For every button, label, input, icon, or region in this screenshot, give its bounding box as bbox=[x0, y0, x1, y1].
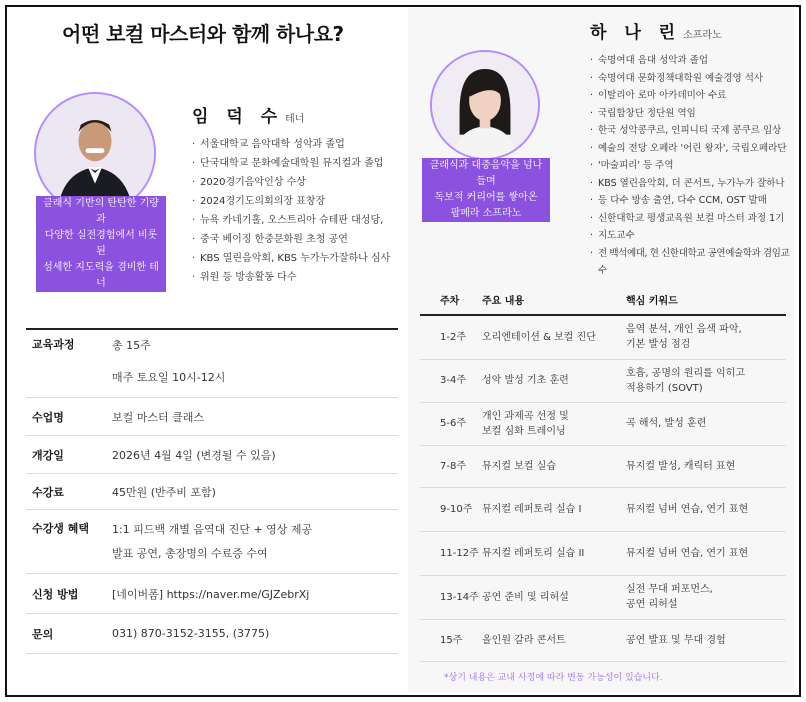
schedule-table bbox=[420, 285, 786, 662]
schedule-content-line: 성악 발성 기초 훈련 bbox=[482, 375, 569, 386]
bio-item: · 전 백석예대, 현 신한대학교 공연예술학과 겸임교수 bbox=[590, 245, 794, 280]
schedule-keywords bbox=[626, 402, 786, 445]
schedule-keywords-line: 실전 무대 퍼포먼스, bbox=[626, 584, 713, 595]
apply-link[interactable]: [네이버폼] https://naver.me/GJZebrXj bbox=[112, 587, 310, 601]
schedule-keywords bbox=[626, 575, 786, 619]
bio-item: · 지도교수 bbox=[590, 227, 794, 245]
info-value-line bbox=[112, 356, 398, 368]
teacher2-bio-list bbox=[590, 52, 794, 280]
teacher1-caption bbox=[36, 196, 166, 292]
bio-item: · 중국 베이징 한중문화원 초청 공연 bbox=[192, 230, 402, 249]
teacher2-caption-line: 독보적 커리어를 쌓아온 bbox=[434, 192, 538, 203]
left-panel bbox=[12, 10, 402, 690]
info-label: 교육과정 bbox=[32, 338, 75, 351]
schedule-content bbox=[482, 619, 626, 661]
bio-item: · KBS 열린음악회, 더 콘서트, 누가누가 잘하나 bbox=[590, 175, 794, 193]
info-value-line: 1:1 피드백 개별 음역대 진단 + 영상 제공 bbox=[112, 523, 313, 536]
headline: 어떤 보컬 마스터와 함께 하나요? bbox=[62, 22, 344, 46]
teacher2-role: 소프라노 bbox=[683, 30, 722, 41]
schedule-keywords bbox=[626, 619, 786, 661]
bio-item: · 숙명여대 음대 성악과 졸업 bbox=[590, 52, 794, 70]
schedule-keywords-line: 뮤지컬 발성, 캐릭터 표현 bbox=[626, 460, 736, 472]
schedule-header-content: 주요 내용 bbox=[482, 285, 626, 315]
info-value-line: 매주 토요일 10시-12시 bbox=[112, 371, 226, 384]
info-value-line: 총 15주 bbox=[112, 339, 151, 352]
bio-item: · 이탈리아 로마 아카데미아 수료 bbox=[590, 87, 794, 105]
schedule-keywords-line: 뮤지컬 넘버 연습, 연기 표현 bbox=[626, 547, 749, 559]
teacher1-bio-list bbox=[192, 135, 402, 287]
schedule-week: 7-8주 bbox=[420, 445, 482, 487]
info-row-apply bbox=[26, 574, 398, 614]
bio-item: · 2020경기음악인상 수상 bbox=[192, 173, 402, 192]
teacher2-caption-line: 클래식과 대중음악을 넘나들며 bbox=[429, 160, 543, 187]
schedule-row bbox=[420, 359, 786, 402]
info-value: 45만원 (반주비 포함) bbox=[112, 485, 216, 499]
info-row-fee bbox=[26, 474, 398, 510]
schedule-week: 3-4주 bbox=[420, 359, 482, 402]
info-row-benefits bbox=[26, 510, 398, 574]
bio-item: · 뉴욕 카네기홀, 오스트리아 슈테판 대성당, bbox=[192, 211, 402, 230]
teacher2-name-text: 하 나 린 bbox=[590, 23, 682, 43]
schedule-keywords-line: 적용하기 (SOVT) bbox=[626, 382, 703, 394]
schedule-week: 5-6주 bbox=[420, 402, 482, 445]
schedule-keywords-line: 곡 해석, 발성 훈련 bbox=[626, 418, 707, 429]
bio-item: · 위원 등 방송활동 다수 bbox=[192, 268, 402, 287]
schedule-content-line: 오리엔테이션 & 보컬 진단 bbox=[482, 331, 596, 343]
info-value bbox=[112, 520, 398, 573]
right-panel bbox=[408, 8, 794, 693]
teacher1-name-text: 임 덕 수 bbox=[192, 107, 284, 127]
teacher2-photo bbox=[430, 50, 540, 160]
schedule-week: 15주 bbox=[420, 619, 482, 661]
bio-item: · 2024경기도의회의장 표창장 bbox=[192, 192, 402, 211]
bio-item: · 서울대학교 음악대학 성악과 졸업 bbox=[192, 135, 402, 154]
schedule-content-line: 뮤지컬 레퍼토리 실습 II bbox=[482, 547, 585, 559]
info-label: 수강생 혜택 bbox=[32, 522, 89, 535]
schedule-week: 11-12주 bbox=[420, 531, 482, 575]
schedule-content bbox=[482, 402, 626, 445]
schedule-keywords-line: 기본 발성 점검 bbox=[626, 339, 691, 351]
info-label: 신청 방법 bbox=[32, 587, 79, 601]
teacher2-caption bbox=[422, 158, 550, 222]
schedule-header-week: 주차 bbox=[420, 285, 482, 315]
schedule-content bbox=[482, 315, 626, 359]
info-value: 031) 870-3152-3155, (3775) bbox=[112, 627, 270, 640]
bio-item: · 등 다수 방송 출연, 다수 CCM, OST 발매 bbox=[590, 192, 794, 210]
teacher1-role: 테너 bbox=[285, 114, 305, 125]
schedule-keywords bbox=[626, 487, 786, 531]
schedule-week: 9-10주 bbox=[420, 487, 482, 531]
teacher1-name bbox=[192, 102, 304, 127]
schedule-row bbox=[420, 487, 786, 531]
info-value: 2026년 4월 4일 (변경될 수 있음) bbox=[112, 448, 276, 462]
teacher2-caption-line: 팝페라 소프라노 bbox=[450, 208, 522, 219]
info-value bbox=[112, 336, 398, 397]
teacher1-caption-line: 섬세한 지도력을 겸비한 테너 bbox=[43, 262, 159, 289]
schedule-keywords bbox=[626, 445, 786, 487]
bio-item: · 국립합창단 정단원 역임 bbox=[590, 105, 794, 123]
info-label: 수업명 bbox=[32, 410, 64, 424]
schedule-content bbox=[482, 445, 626, 487]
schedule-content bbox=[482, 575, 626, 619]
schedule-keywords bbox=[626, 359, 786, 402]
bio-item: · KBS 열린음악회, KBS 누가누가잘하나 심사 bbox=[192, 249, 402, 268]
bio-item: · 단국대학교 문화예술대학원 뮤지컬과 졸업 bbox=[192, 154, 402, 173]
schedule-week: 13-14주 bbox=[420, 575, 482, 619]
schedule-keywords-line: 공연 발표 및 무대 경험 bbox=[626, 634, 726, 646]
schedule-content-line: 보컬 심화 트레이닝 bbox=[482, 425, 566, 437]
info-label: 수강료 bbox=[32, 485, 64, 499]
schedule-week: 1-2주 bbox=[420, 315, 482, 359]
schedule-row bbox=[420, 315, 786, 359]
schedule-content-line: 뮤지컬 보컬 실습 bbox=[482, 460, 556, 472]
bio-item: · 숙명여대 문화정책대학원 예술경영 석사 bbox=[590, 70, 794, 88]
info-row-start-date bbox=[26, 436, 398, 474]
teacher1-portrait-image bbox=[36, 94, 154, 212]
schedule-content bbox=[482, 531, 626, 575]
teacher2-name bbox=[590, 18, 722, 43]
schedule-row bbox=[420, 575, 786, 619]
info-row-contact bbox=[26, 614, 398, 654]
schedule-keywords bbox=[626, 315, 786, 359]
schedule-keywords-line: 호흡, 공명의 원리를 익히고 bbox=[626, 367, 745, 379]
schedule-row bbox=[420, 531, 786, 575]
schedule-content-line: 올인원 갈라 콘서트 bbox=[482, 634, 566, 646]
info-value: 보컬 마스터 클래스 bbox=[112, 410, 205, 424]
schedule-header-keywords: 핵심 키워드 bbox=[626, 285, 786, 315]
info-value-line: 발표 공연, 총장명의 수료증 수여 bbox=[112, 547, 268, 560]
schedule-keywords-line: 뮤지컬 넘버 연습, 연기 표현 bbox=[626, 503, 749, 515]
bio-item: · 한국 성악콩쿠르, 인피니티 국제 콩쿠르 입상 bbox=[590, 122, 794, 140]
bio-item: · 예술의 전당 오페라 '어린 왕자', 국립오페라단 bbox=[590, 140, 794, 158]
disclaimer-note: *상기 내용은 교내 사정에 따라 변동 가능성이 있습니다. bbox=[444, 673, 663, 683]
schedule-row bbox=[420, 445, 786, 487]
info-row-class bbox=[26, 398, 398, 436]
schedule-content-line: 뮤지컬 레퍼토리 실습 I bbox=[482, 503, 582, 515]
info-label: 문의 bbox=[32, 627, 54, 641]
info-label: 개강일 bbox=[32, 448, 64, 462]
schedule-header-row bbox=[420, 285, 786, 315]
schedule-row bbox=[420, 619, 786, 661]
schedule-content bbox=[482, 487, 626, 531]
schedule-content bbox=[482, 359, 626, 402]
schedule-keywords-line: 음역 분석, 개인 음색 파악, bbox=[626, 324, 742, 336]
schedule-keywords-line: 공연 리허설 bbox=[626, 599, 678, 610]
schedule-row bbox=[420, 402, 786, 445]
schedule-content-line: 공연 준비 및 리허설 bbox=[482, 591, 569, 603]
teacher1-caption-line: 클래식 기반의 탄탄한 기량과 bbox=[43, 198, 159, 225]
course-info-table bbox=[26, 328, 398, 654]
info-row-course bbox=[26, 330, 398, 398]
schedule-keywords bbox=[626, 531, 786, 575]
teacher2-portrait-image bbox=[432, 52, 538, 158]
schedule-content-line: 개인 과제곡 선정 및 bbox=[482, 410, 569, 422]
teacher1-caption-line: 다양한 실전경험에서 비롯된 bbox=[44, 230, 158, 257]
bio-item: · '마술피리' 등 주역 bbox=[590, 157, 794, 175]
bio-item: · 신한대학교 평생교육원 보컬 마스터 과정 1기 bbox=[590, 210, 794, 228]
